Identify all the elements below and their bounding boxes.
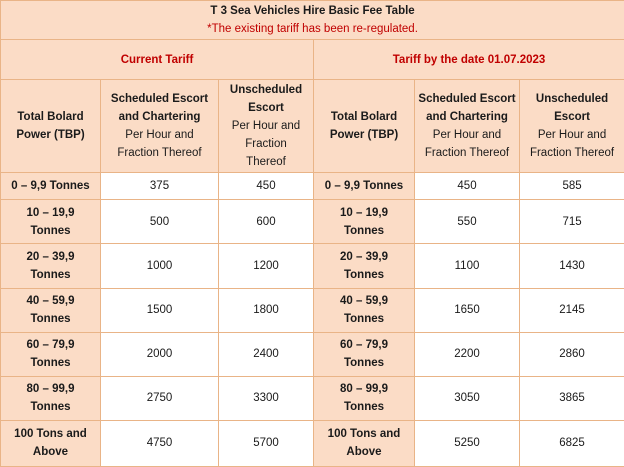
current-unscheduled-fee: 450 (219, 173, 314, 200)
range-cell-current: 80 – 99,9 Tonnes (1, 376, 101, 420)
table-row (1, 288, 624, 332)
range-cell-new: 80 – 99,9 Tonnes (314, 376, 415, 420)
range-cell-current: 40 – 59,9 Tonnes (1, 288, 101, 332)
table-title-cell (1, 1, 624, 40)
range-cell-current: 20 – 39,9 Tonnes (1, 244, 101, 288)
current-unscheduled-fee: 1200 (219, 244, 314, 288)
range-cell-new: 60 – 79,9 Tonnes (314, 332, 415, 376)
current-unscheduled-fee: 5700 (219, 420, 314, 466)
table-row (1, 332, 624, 376)
table-row (1, 244, 624, 288)
new-scheduled-fee: 2200 (415, 332, 520, 376)
new-unscheduled-fee: 715 (520, 200, 624, 244)
current-unscheduled-fee: 1800 (219, 288, 314, 332)
new-unscheduled-fee: 2860 (520, 332, 624, 376)
table-row (1, 173, 624, 200)
range-cell-new: 40 – 59,9 Tonnes (314, 288, 415, 332)
range-cell-new: 20 – 39,9 Tonnes (314, 244, 415, 288)
current-unscheduled-fee: 600 (219, 200, 314, 244)
header-tbp-new: Total Bolard Power (TBP) (314, 80, 415, 173)
new-unscheduled-fee: 2145 (520, 288, 624, 332)
new-scheduled-fee: 3050 (415, 376, 520, 420)
new-unscheduled-fee: 1430 (520, 244, 624, 288)
range-cell-new: 0 – 9,9 Tonnes (314, 173, 415, 200)
table-row (1, 200, 624, 244)
current-scheduled-fee: 1000 (101, 244, 219, 288)
range-cell-current: 10 – 19,9 Tonnes (1, 200, 101, 244)
new-unscheduled-fee: 585 (520, 173, 624, 200)
current-scheduled-fee: 375 (101, 173, 219, 200)
group-new-tariff: Tariff by the date 01.07.2023 (314, 40, 624, 80)
current-scheduled-fee: 4750 (101, 420, 219, 466)
current-scheduled-fee: 2000 (101, 332, 219, 376)
new-scheduled-fee: 5250 (415, 420, 520, 466)
header-tbp-current: Total Bolard Power (TBP) (1, 80, 101, 173)
header-scheduled-current: Scheduled Escort and Chartering Per Hour and Fraction Thereof (101, 80, 219, 173)
new-unscheduled-fee: 6825 (520, 420, 624, 466)
table-row (1, 420, 624, 466)
group-current-tariff: Current Tariff (1, 40, 314, 80)
header-unscheduled-new: Unscheduled Escort Per Hour and Fraction Thereof (520, 80, 624, 173)
current-unscheduled-fee: 3300 (219, 376, 314, 420)
current-scheduled-fee: 2750 (101, 376, 219, 420)
new-scheduled-fee: 1650 (415, 288, 520, 332)
new-unscheduled-fee: 3865 (520, 376, 624, 420)
table-row (1, 376, 624, 420)
range-cell-new: 100 Tons and Above (314, 420, 415, 466)
range-cell-current: 0 – 9,9 Tonnes (1, 173, 101, 200)
new-scheduled-fee: 1100 (415, 244, 520, 288)
header-unscheduled-current: Unscheduled Escort Per Hour and Fraction Thereof (219, 80, 314, 173)
new-scheduled-fee: 450 (415, 173, 520, 200)
table-title: T 3 Sea Vehicles Hire Basic Fee Table (210, 5, 415, 18)
current-unscheduled-fee: 2400 (219, 332, 314, 376)
header-scheduled-new: Scheduled Escort and Chartering Per Hour and Fraction Thereof (415, 80, 520, 173)
regulation-note: *The existing tariff has been re-regulated. (207, 23, 418, 36)
current-scheduled-fee: 500 (101, 200, 219, 244)
range-cell-current: 60 – 79,9 Tonnes (1, 332, 101, 376)
range-cell-new: 10 – 19,9 Tonnes (314, 200, 415, 244)
new-scheduled-fee: 550 (415, 200, 520, 244)
current-scheduled-fee: 1500 (101, 288, 219, 332)
range-cell-current: 100 Tons and Above (1, 420, 101, 466)
